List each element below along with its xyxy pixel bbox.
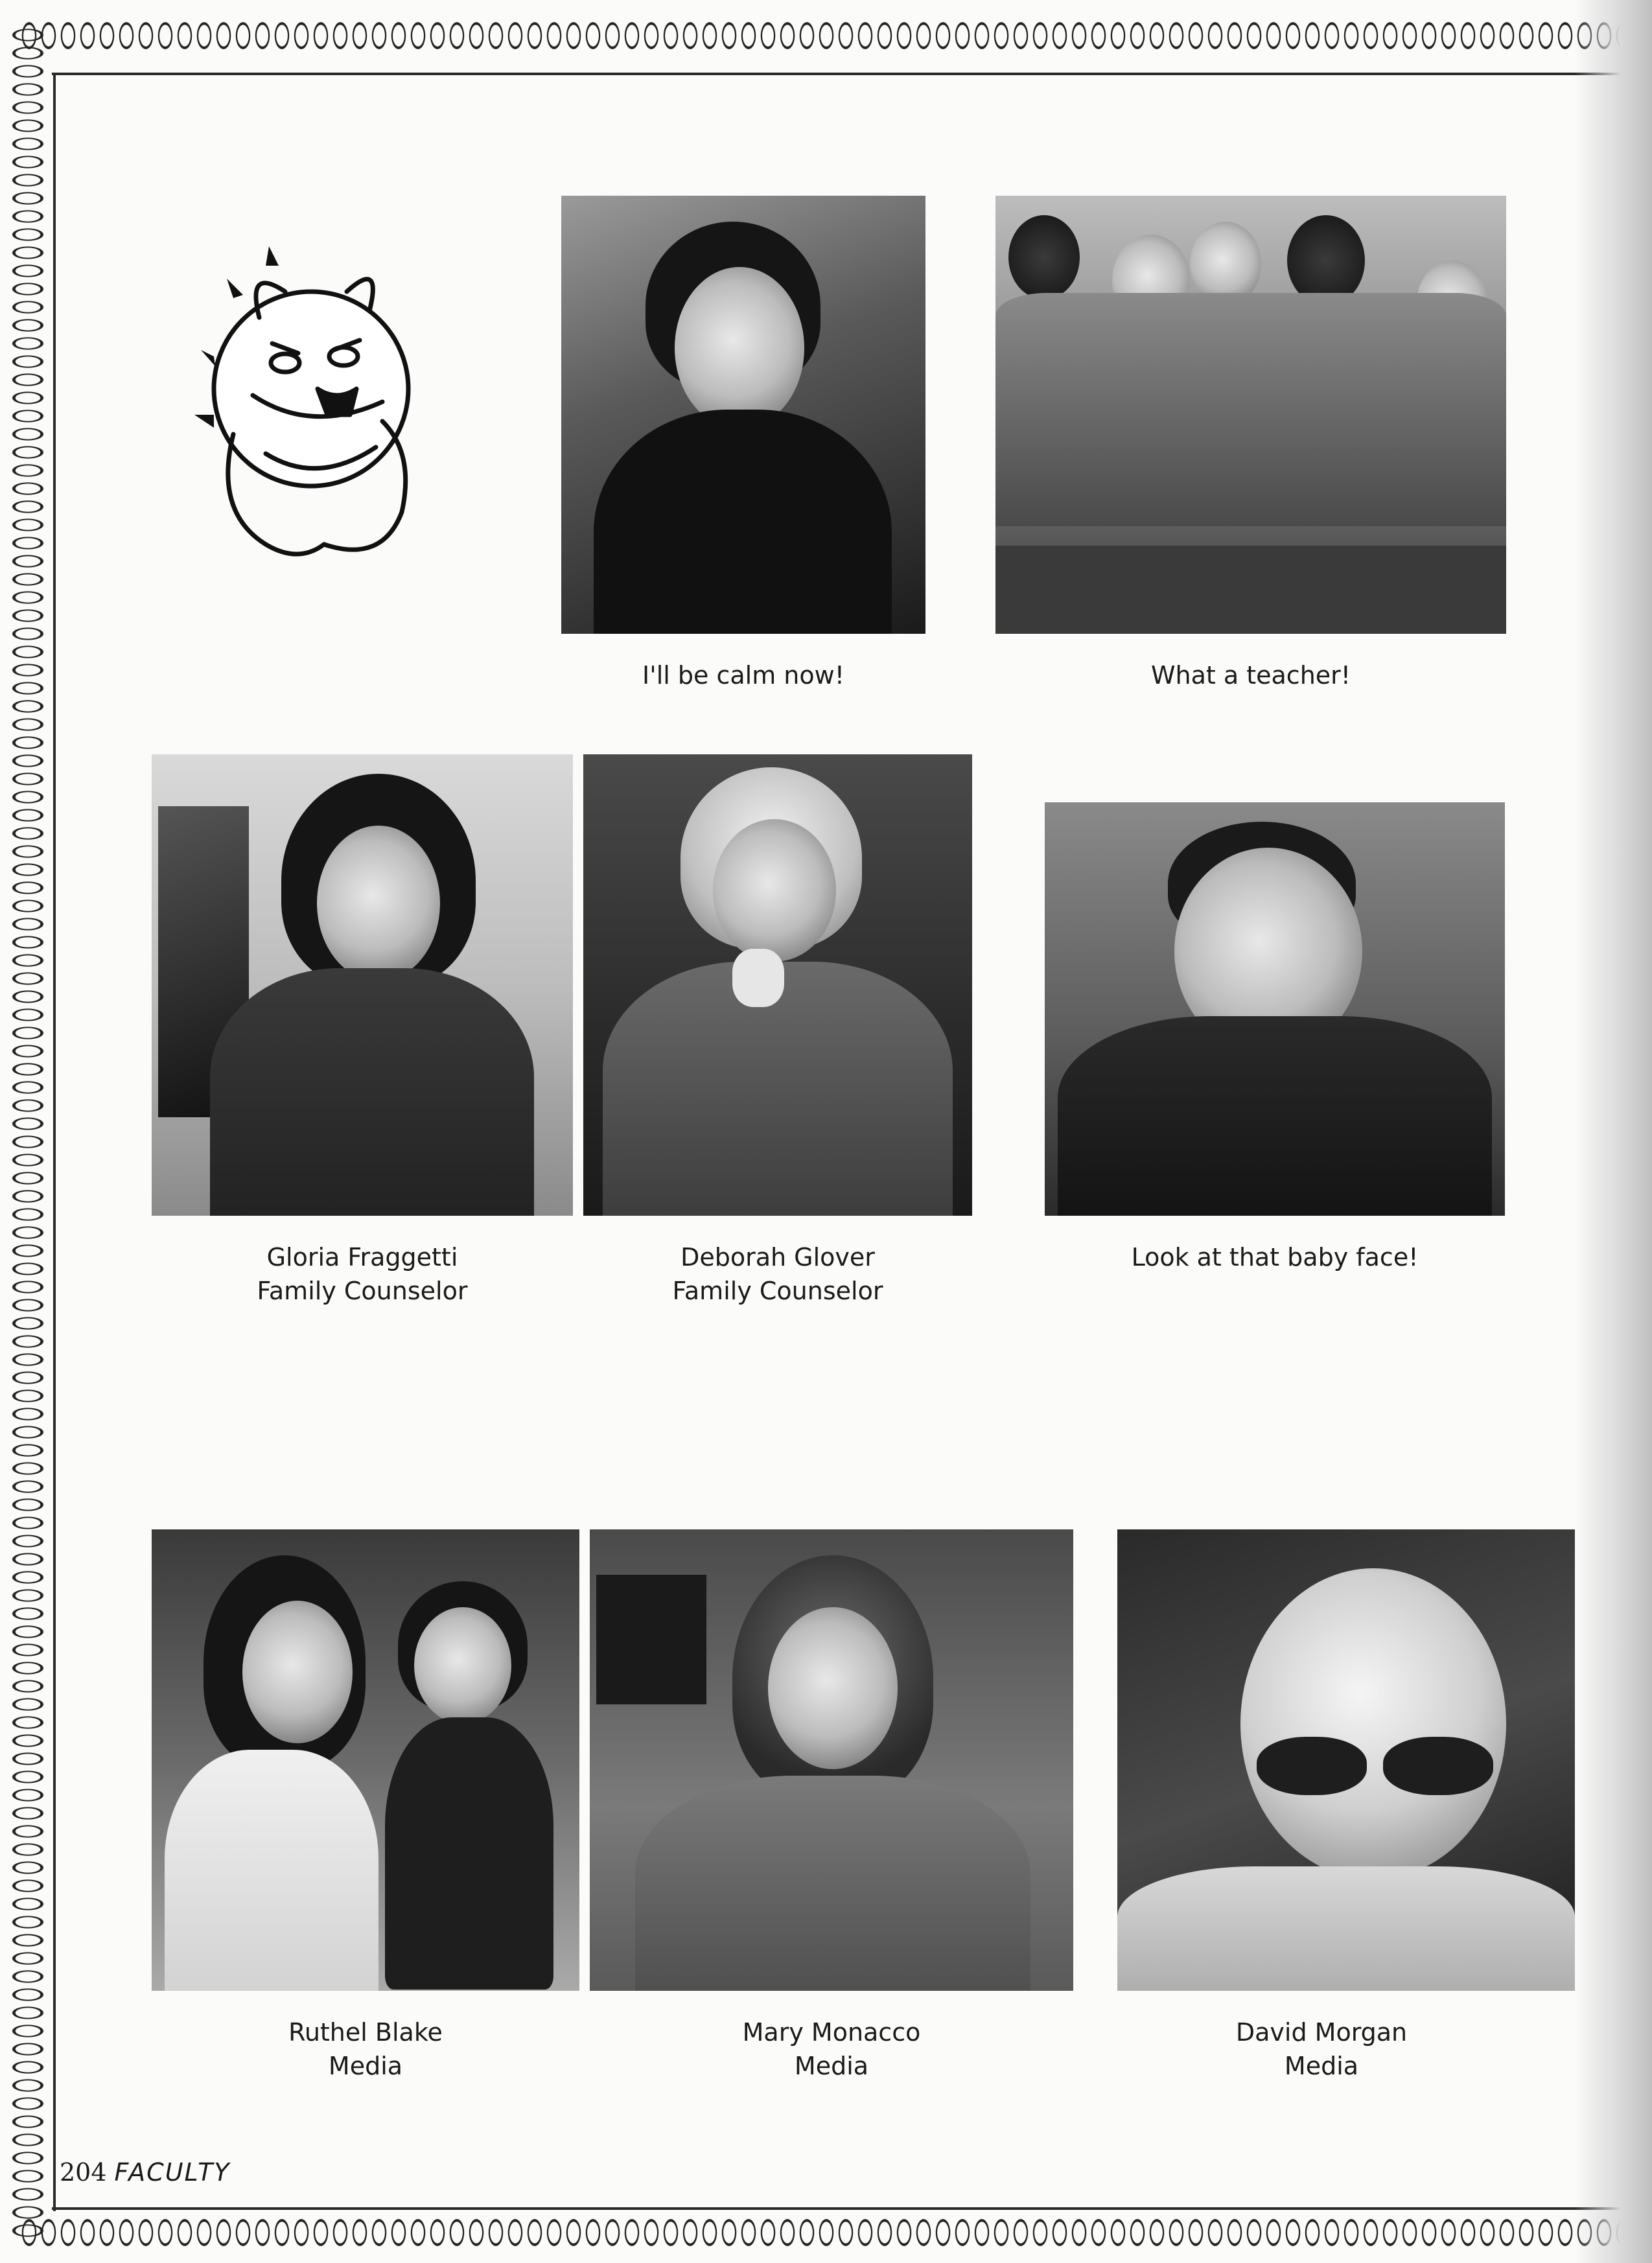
frame-rule-left xyxy=(53,73,56,2211)
caption-p2 xyxy=(995,658,1506,692)
caption-name: Ruthel Blake xyxy=(288,2018,443,2047)
section-name: FACULTY xyxy=(114,2158,231,2187)
caption-title: Media xyxy=(328,2052,403,2080)
page-footer xyxy=(60,2158,231,2187)
caption-title: Media xyxy=(1284,2052,1359,2080)
photo-gloria-fraggetti xyxy=(152,754,573,1216)
loop-border-top xyxy=(19,13,1620,58)
caption-name: David Morgan xyxy=(1235,2018,1408,2047)
photo-david-morgan xyxy=(1117,1529,1575,1991)
frame-rule-top xyxy=(52,73,1620,75)
caption-name: Mary Monacco xyxy=(742,2018,921,2047)
caption-title: Family Counselor xyxy=(257,1277,468,1305)
caption-title: Media xyxy=(794,2052,869,2080)
photo-deborah-glover xyxy=(583,754,972,1216)
caption-line: I'll be calm now! xyxy=(642,661,844,690)
caption-p3 xyxy=(152,1240,573,1308)
caption-p7 xyxy=(590,2015,1073,2083)
caption-p6 xyxy=(152,2015,579,2083)
photo-calm-teacher xyxy=(561,196,925,634)
caption-line: Look at that baby face! xyxy=(1131,1243,1419,1271)
caption-p5 xyxy=(1045,1240,1505,1274)
caption-p4 xyxy=(583,1240,972,1308)
photo-teacher-with-class xyxy=(995,196,1506,634)
bulldog-mascot-icon xyxy=(188,240,421,603)
page-binding-shadow xyxy=(1574,0,1652,2263)
photo-mary-monacco xyxy=(590,1529,1073,1991)
photo-baby-face xyxy=(1045,802,1505,1216)
caption-p8 xyxy=(1117,2015,1526,2083)
caption-name: Gloria Fraggetti xyxy=(266,1243,458,1271)
photo-ruthel-blake xyxy=(152,1529,579,1991)
page-number: 204 xyxy=(60,2158,107,2187)
loop-border-bottom xyxy=(19,2210,1620,2255)
caption-line: What a teacher! xyxy=(1150,661,1351,690)
caption-p1 xyxy=(561,658,925,692)
frame-rule-bottom xyxy=(52,2207,1620,2210)
loop-border-left xyxy=(3,26,53,2242)
caption-title: Family Counselor xyxy=(672,1277,883,1305)
caption-name: Deborah Glover xyxy=(681,1243,875,1271)
